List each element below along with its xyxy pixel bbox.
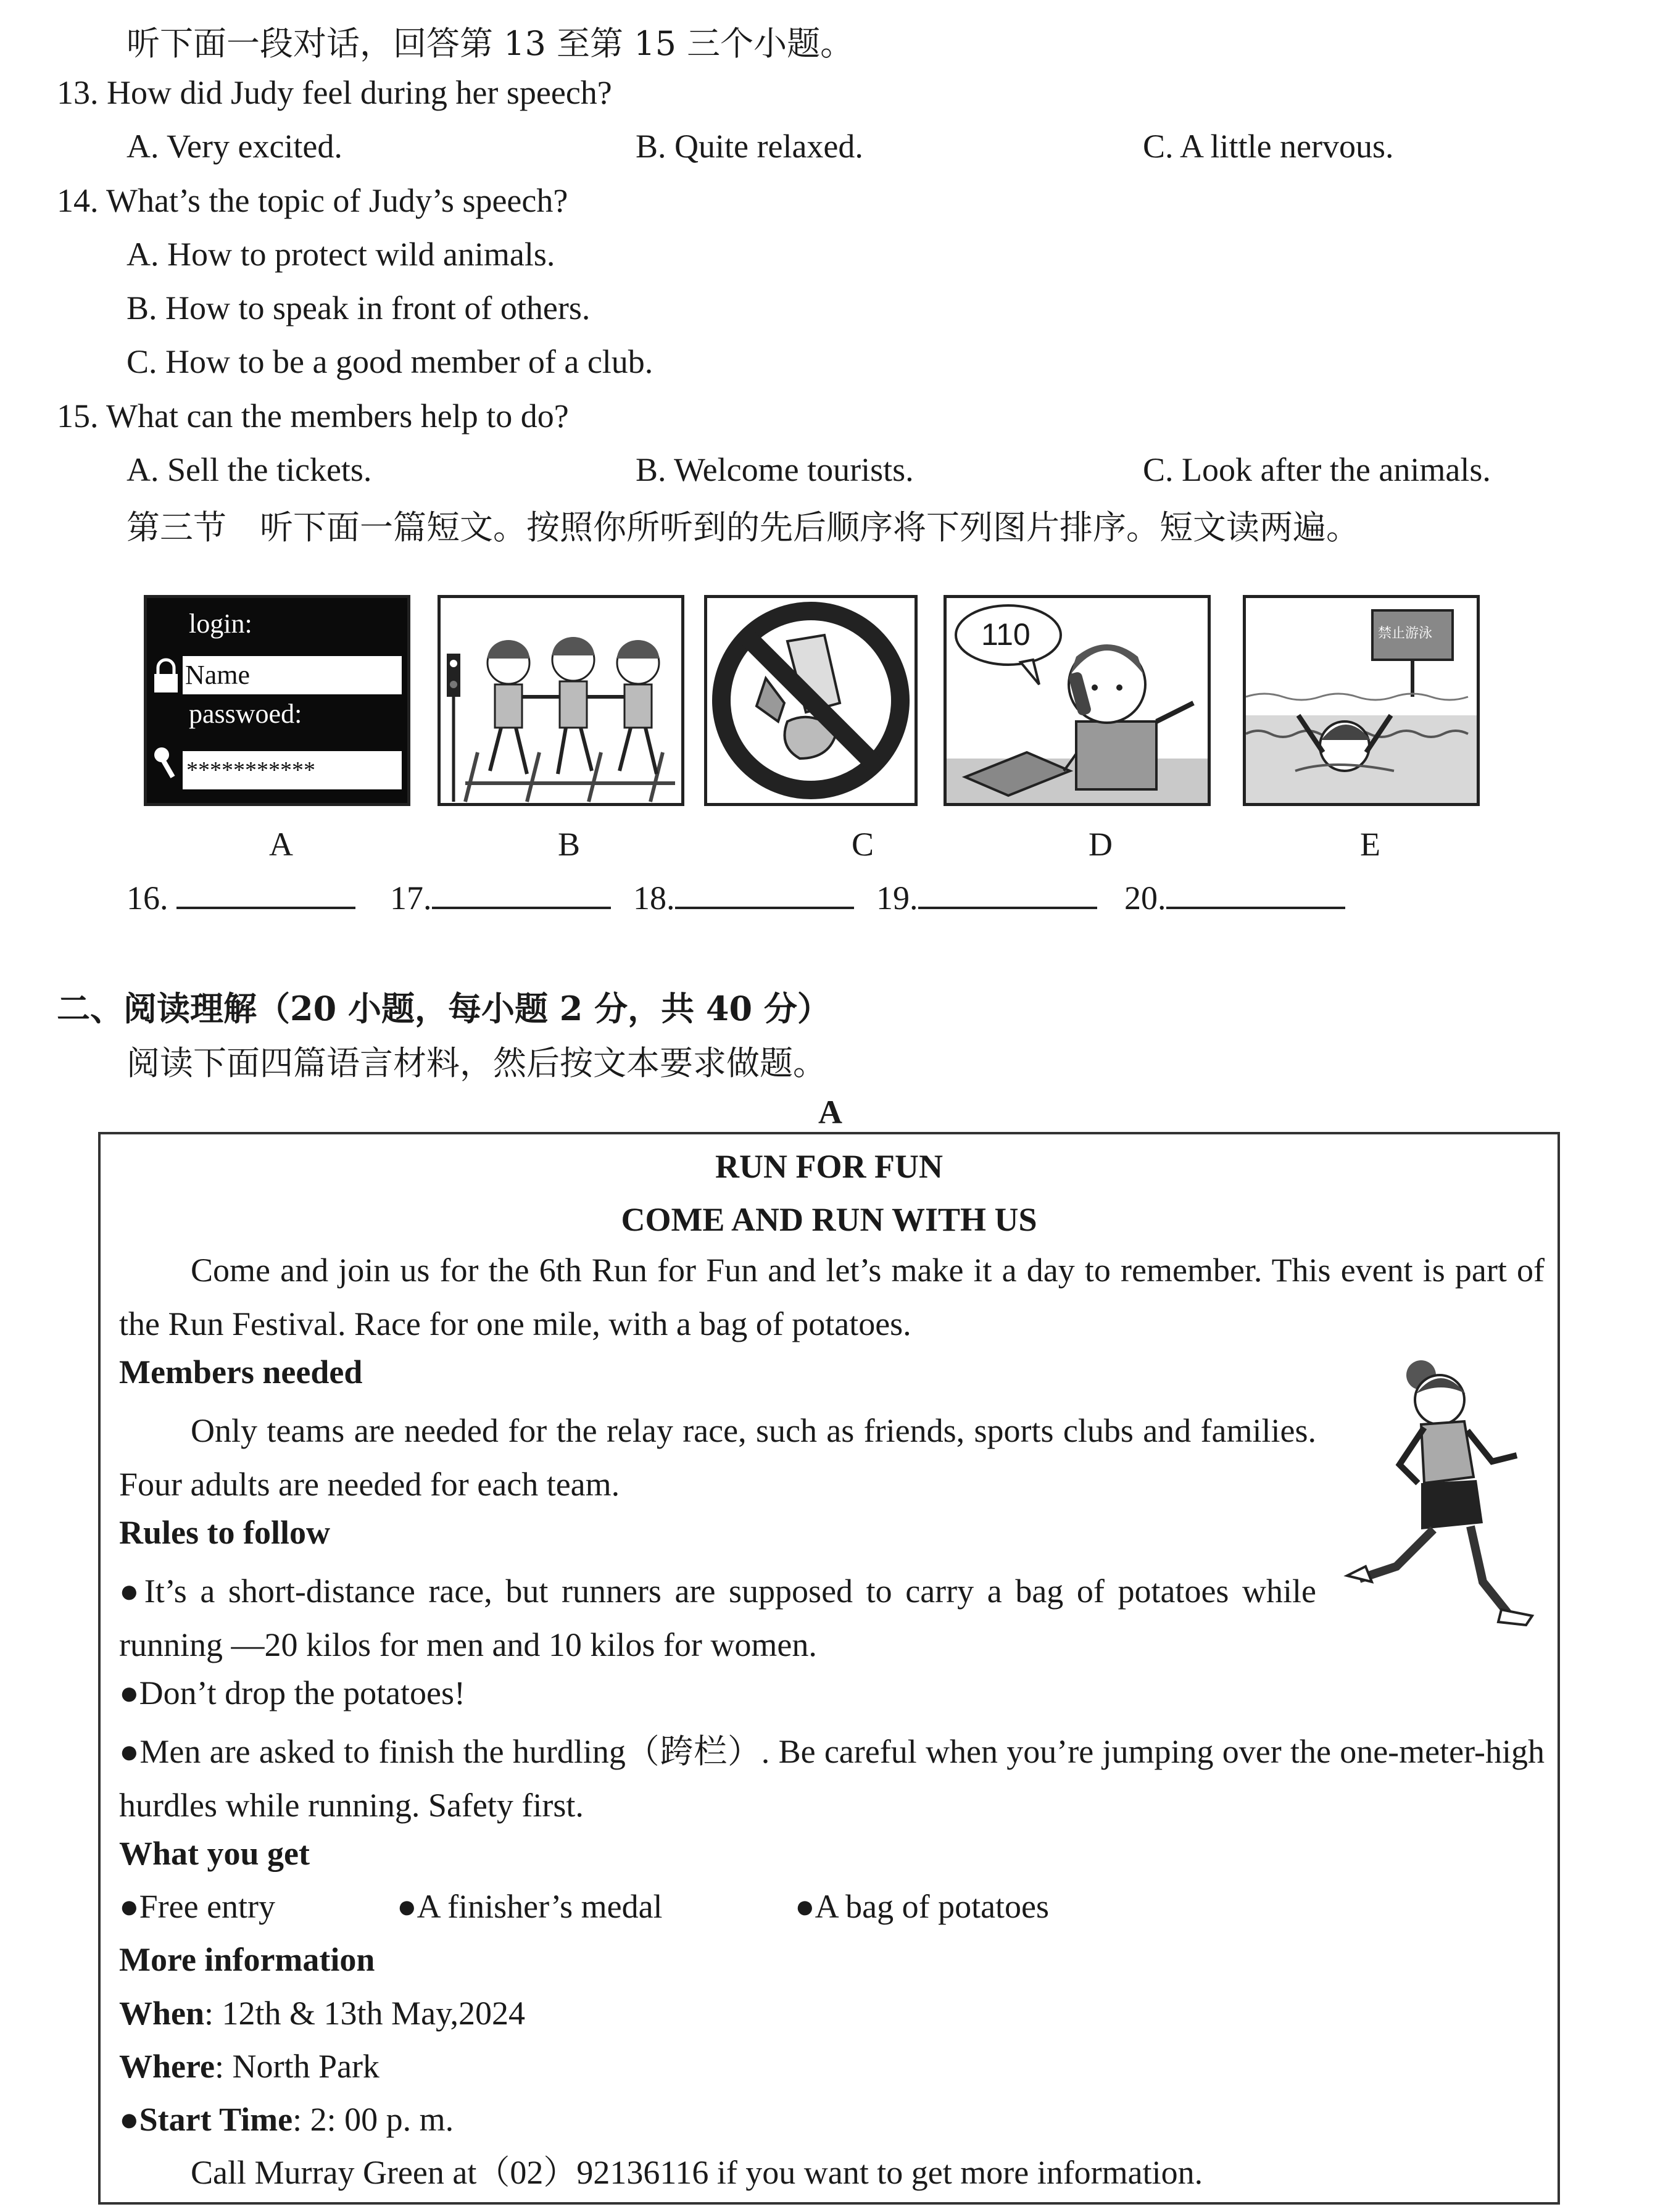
picture-a-login-screen <box>144 595 410 806</box>
call-info: Call Murray Green at（02）92136116 if you want to get more information. <box>191 2154 1203 2191</box>
picture-b-label: B <box>558 826 581 863</box>
where-line <box>119 2047 380 2087</box>
phone-number-bubble: 110 <box>981 617 1031 652</box>
q13-option-a: A. Very excited. <box>127 128 342 165</box>
blank-19-number: 19. <box>876 879 918 917</box>
when-line <box>119 1994 525 2034</box>
q15-option-c: C. Look after the animals. <box>1143 451 1491 488</box>
q15-option-a: A. Sell the tickets. <box>127 451 372 488</box>
reading-heading: 二、阅读理解（20 小题，每小题 2 分，共 40 分） <box>57 989 831 1028</box>
when-label: When <box>119 1995 205 2032</box>
blank-18-line[interactable] <box>675 878 854 909</box>
picture-b-crossing-road <box>438 595 684 806</box>
login-label: login: <box>189 609 252 639</box>
picture-a-label: A <box>269 826 293 863</box>
passage-title-2: COME AND RUN WITH US <box>621 1201 1037 1238</box>
get-item-free-entry: ●Free entry <box>119 1888 276 1925</box>
picture-e-label: E <box>1360 826 1380 863</box>
where-value: : North Park <box>214 2048 380 2085</box>
instruction-dialogue: 听下面一段对话，回答第 13 至第 15 三个小题。 <box>127 24 854 63</box>
q14-option-b: B. How to speak in front of others. <box>127 289 591 326</box>
blank-17-line[interactable] <box>432 878 611 909</box>
picture-d-boy-calling <box>944 595 1211 806</box>
blank-17-number: 17. <box>390 879 432 917</box>
answer-blank-17 <box>390 878 611 918</box>
password-field: *********** <box>183 751 402 789</box>
more-info-heading: More information <box>119 1941 375 1978</box>
blank-16-number: 16. <box>127 879 168 917</box>
get-item-potatoes: ●A bag of potatoes <box>795 1888 1050 1925</box>
passage-title-1: RUN FOR FUN <box>715 1148 943 1185</box>
key-icon <box>152 745 180 783</box>
blank-16-line[interactable] <box>176 878 355 909</box>
members-text: Only teams are needed for the relay race, such as friends, sports clubs and families. Four adults are needed for each team. <box>119 1412 1316 1503</box>
q13-option-c: C. A little nervous. <box>1143 128 1394 165</box>
answer-blank-19 <box>876 878 1097 918</box>
password-label: passwoed: <box>189 699 302 729</box>
blank-19-line[interactable] <box>918 878 1097 909</box>
start-time-value: : 2: 00 p. m. <box>292 2101 454 2138</box>
question-13-stem: 13. How did Judy feel during her speech? <box>57 74 612 111</box>
picture-d-label: D <box>1089 826 1113 863</box>
q14-option-a: A. How to protect wild animals. <box>127 236 555 273</box>
blank-18-number: 18. <box>633 879 675 917</box>
q13-option-b: B. Quite relaxed. <box>636 128 863 165</box>
lock-icon <box>153 657 179 697</box>
name-field: Name <box>183 656 402 694</box>
no-swimming-sign: 禁止游泳 <box>1378 626 1433 641</box>
picture-c-label: C <box>852 826 874 863</box>
q15-option-b: B. Welcome tourists. <box>636 451 914 488</box>
question-15-stem: 15. What can the members help to do? <box>57 397 569 434</box>
members-heading: Members needed <box>119 1353 363 1391</box>
runner-girl-illustration <box>1335 1344 1538 1637</box>
rule-3: ●Men are asked to finish the hurdling（跨栏）. Be careful when you’re jumping over the one-meter-high hurdles while running. Safety first. <box>119 1733 1545 1824</box>
what-you-get-heading: What you get <box>119 1835 310 1872</box>
blank-20-number: 20. <box>1124 879 1166 917</box>
answer-blank-20 <box>1124 878 1345 918</box>
where-label: Where <box>119 2048 215 2085</box>
picture-e-drowning <box>1243 595 1480 806</box>
answer-blank-16 <box>127 878 355 918</box>
start-time-line <box>119 2100 454 2140</box>
rule-1: ●It’s a short-distance race, but runners are supposed to carry a bag of potatoes while running —20 kilos for men and 10 kilos for women. <box>119 1573 1316 1663</box>
rule-2: ●Don’t drop the potatoes! <box>119 1674 466 1711</box>
question-14-stem: 14. What’s the topic of Judy’s speech? <box>57 182 568 219</box>
answer-blank-18 <box>633 878 854 918</box>
q14-option-c: C. How to be a good member of a club. <box>127 343 653 380</box>
passage-letter: A <box>818 1094 842 1131</box>
blank-20-line[interactable] <box>1166 878 1345 909</box>
rules-heading: Rules to follow <box>119 1514 330 1551</box>
passage-intro: Come and join us for the 6th Run for Fun and let’s make it a day to remember. This event is part of the Run Festival. Race for one mile, with a bag of potatoes. <box>119 1252 1545 1342</box>
passage-a-box <box>98 1132 1560 2205</box>
picture-c-no-litter-sign <box>704 595 918 806</box>
get-item-medal: ●A finisher’s medal <box>397 1888 663 1925</box>
when-value: : 12th & 13th May,2024 <box>204 1995 526 2032</box>
section-3-instruction: 第三节 听下面一篇短文。按照你所听到的先后顺序将下列图片排序。短文读两遍。 <box>127 508 1359 547</box>
start-time-label: ●Start Time <box>119 2101 293 2138</box>
reading-instruction: 阅读下面四篇语言材料，然后按文本要求做题。 <box>127 1044 826 1083</box>
